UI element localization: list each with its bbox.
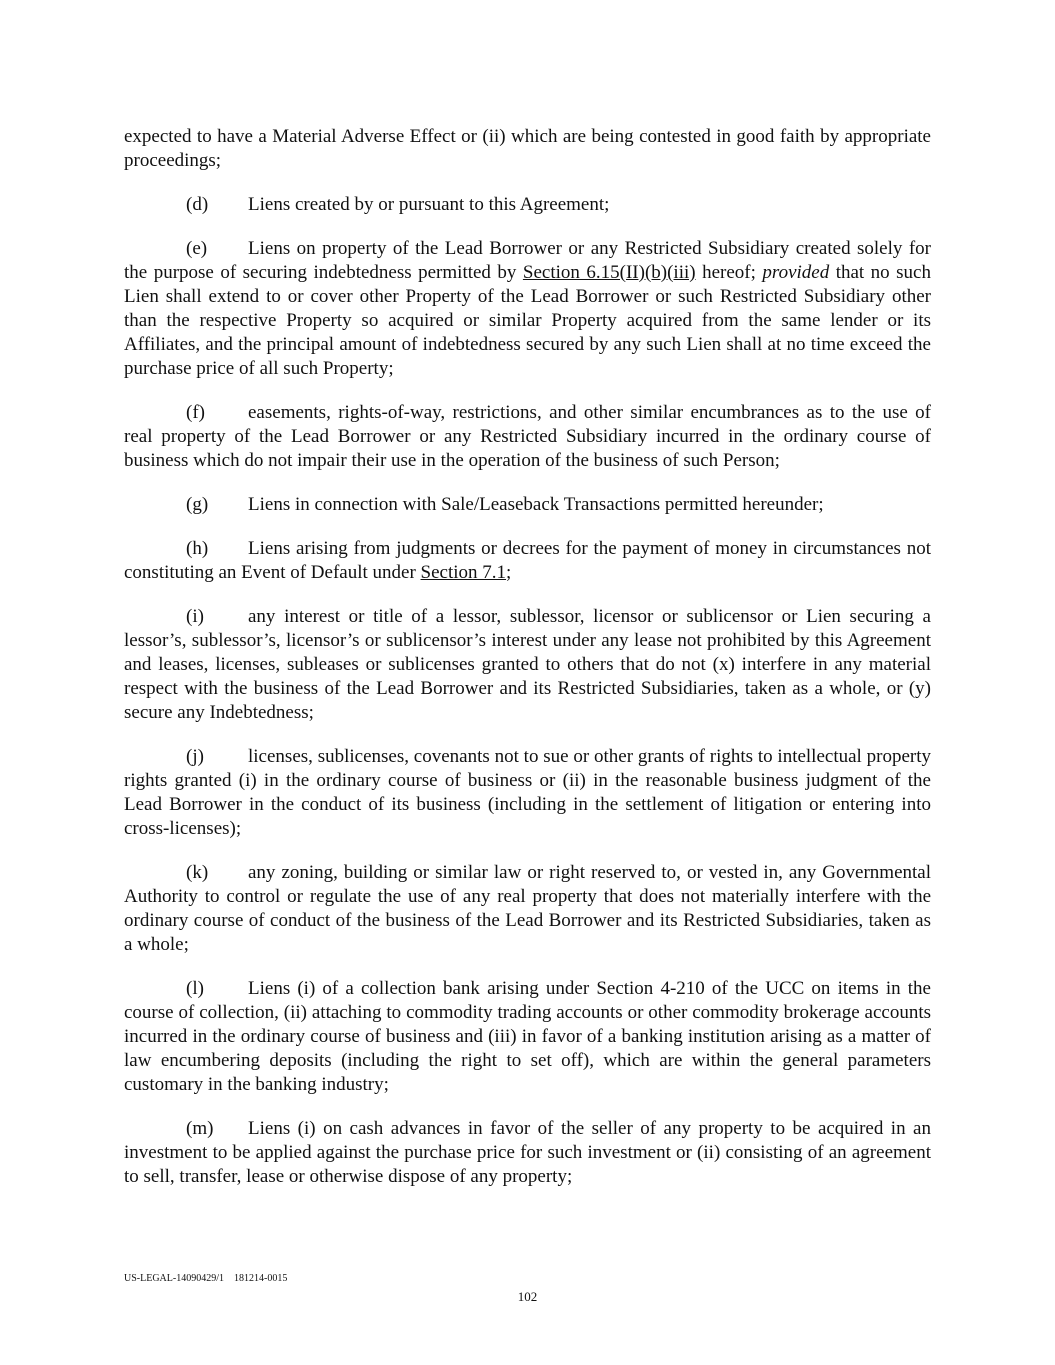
clause-text: Liens arising from judgments or decrees for the payment of money in circumstances not constituting an Event of Default under: [124, 538, 931, 583]
clause-label: (g): [186, 494, 209, 515]
emphasis-text: provided: [762, 262, 830, 283]
clause-m: [124, 1117, 931, 1189]
clause-label: (i): [186, 606, 204, 627]
clause-text: Liens in connection with Sale/Leaseback Transactions permitted hereunder;: [248, 494, 824, 515]
clause-text: ;: [506, 562, 512, 583]
clause-l: [124, 977, 931, 1097]
clause-label: (e): [186, 238, 208, 259]
clause-text: Liens on property of the Lead Borrower or any Restricted Subsidiary created solely for the purpose of securing indebtedness permitted by: [124, 238, 931, 283]
section-reference-link[interactable]: Section 6.15(II)(b)(iii): [522, 262, 696, 283]
continuation-text: expected to have a Material Adverse Effect or (ii) which are being contested in good faith by appropriate proceedings;: [124, 126, 931, 171]
clause-text: that no such Lien shall extend to or cover other Property of the Lead Borrower or such Restricted Subsidiary other than the respective Property so acquired or similar Property acquired from the same lender or its Affiliates, and the principal amount of indebtedness secured by any such Lien shall at no time exceed the purchase price of all such Property;: [124, 262, 931, 379]
clause-label: (f): [186, 402, 205, 423]
clause-text: Liens created by or pursuant to this Agreement;: [248, 194, 610, 215]
clause-e: [124, 237, 931, 381]
clause-text: hereof;: [695, 262, 763, 283]
footer-document-id: [124, 1273, 287, 1285]
clause-h: [124, 537, 931, 585]
clause-j: [124, 745, 931, 841]
clause-text: any interest or title of a lessor, sublessor, licensor or sublicensor or Lien securing a lessor’s, sublessor’s, licensor’s or sublicensor’s interest under any lease not prohibited by this Agreement and leases, licenses, subleases or sublicenses granted to others that do not (x) interfere in any material respect with the business of the Lead Borrower and its Restricted Subsidiaries, taken as a whole, or (y) secure any Indebtedness;: [124, 606, 931, 723]
clause-text: Liens (i) of a collection bank arising under Section 4-210 of the UCC on items in the course of collection, (ii) attaching to commodity trading accounts or other commodity brokerage accounts incurred in the ordinary course of business and (iii) in favor of a banking institution arising as a matter of law encumbering deposits (including the right to set off), which are within the general parameters customary in the banking industry;: [124, 978, 931, 1095]
clause-label: (j): [186, 746, 204, 767]
section-reference-link[interactable]: Section 7.1: [420, 562, 507, 583]
clause-label: (l): [186, 978, 204, 999]
clause-g: [124, 493, 931, 517]
clause-label: (d): [186, 194, 209, 215]
document-id: US-LEGAL-14090429/1: [124, 1273, 224, 1284]
clause-text: easements, rights-of-way, restrictions, and other similar encumbrances as to the use of real property of the Lead Borrower or any Restricted Subsidiary incurred in the ordinary course of business which do not impair their use in the operation of the business of such Person;: [124, 402, 931, 471]
document-body: [124, 125, 931, 1209]
clause-k: [124, 861, 931, 957]
clause-text: Liens (i) on cash advances in favor of the seller of any property to be acquired in an investment to be applied against the purchase price for such investment or (ii) consisting of an agreement to sell, transfer, lease or otherwise dispose of any property;: [124, 1118, 931, 1187]
matter-number: 181214-0015: [234, 1273, 288, 1284]
continuation-paragraph: [124, 125, 931, 173]
clause-text: any zoning, building or similar law or right reserved to, or vested in, any Governmental Authority to control or regulate the use of any real property that does not materially interfere with the ordinary course of conduct of the business of the Lead Borrower and its Restricted Subsidiaries, taken as a whole;: [124, 862, 931, 955]
clause-text: licenses, sublicenses, covenants not to sue or other grants of rights to intellectual property rights granted (i) in the ordinary course of business or (ii) in the reasonable business judgment of the Lead Borrower in the conduct of its business (including in the settlement of litigation or entering into cross-licenses);: [124, 746, 931, 839]
clause-i: [124, 605, 931, 725]
page-number: 102: [517, 1289, 538, 1304]
clause-label: (k): [186, 862, 209, 883]
clause-d: [124, 193, 931, 217]
clause-label: (h): [186, 538, 209, 559]
clause-f: [124, 401, 931, 473]
clause-label: (m): [186, 1118, 214, 1139]
